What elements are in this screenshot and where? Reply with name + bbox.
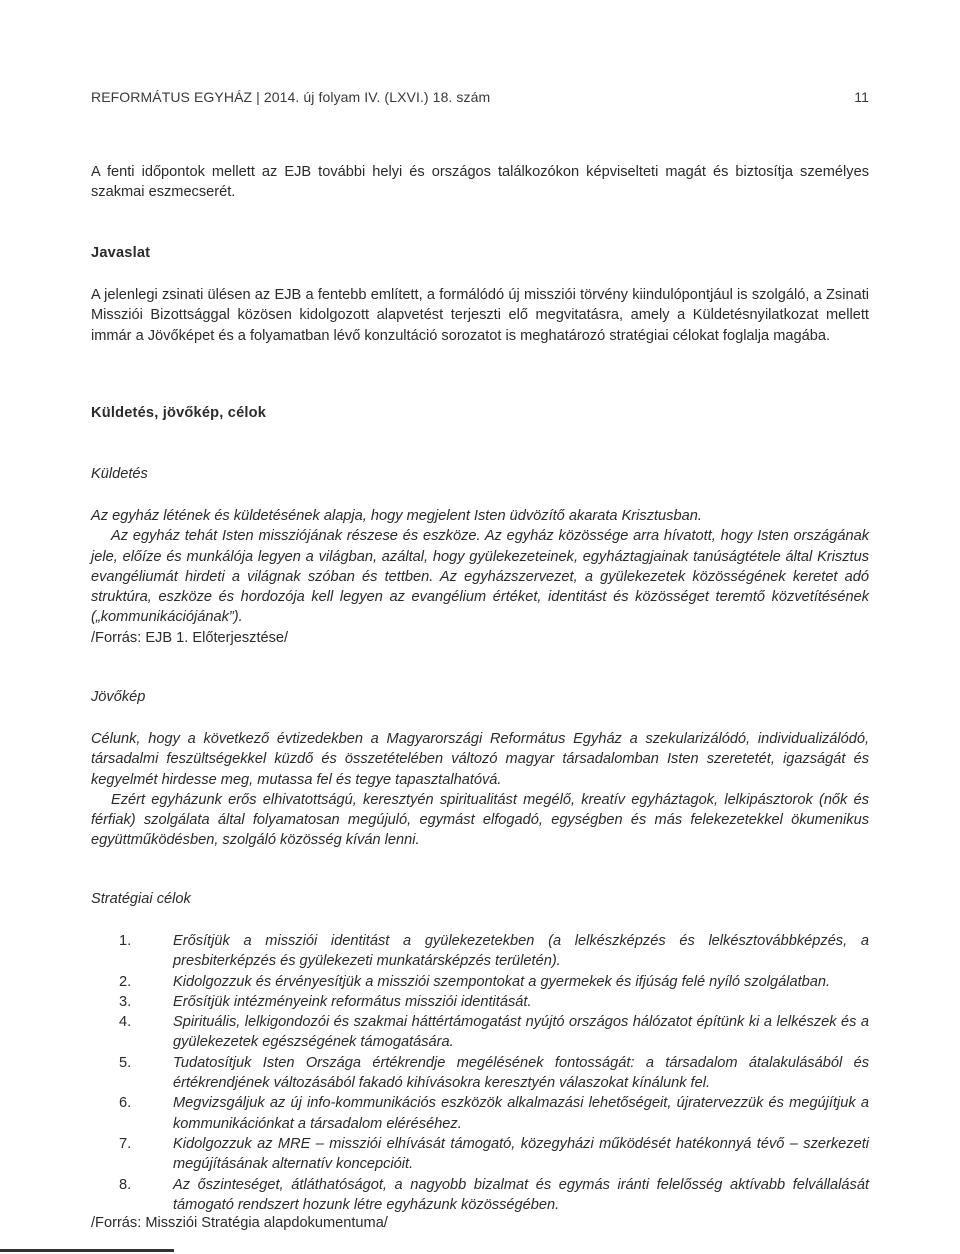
list-item-text: Spirituális, lelkigondozói és szakmai háttértámogatást nyújtó országos hálózatot építünk ki a lelkészek és a gyülekezetek egészségének támogatására.: [173, 1014, 869, 1051]
list-item: 7. Kidolgozzuk az MRE – missziói elhívását támogató, közegyházi működését hatékonnyá tévő – szerkezeti megújításának alternatív koncepcióit.: [119, 1135, 869, 1173]
list-item-text: Kidolgozzuk az MRE – missziói elhívását támogató, közegyházi működését hatékonnyá tévő – szerkezeti megújításának alternatív koncepcióit.: [173, 1135, 869, 1173]
kuldetes-heading: Küldetés: [91, 466, 148, 482]
jovokep-paragraph-1: Célunk, hogy a következő évtizedekben a Magyarországi Református Egyház a szekularizálódó, individualizálódó, társadalmi feszültségekkel küzdő és összetételében változó magyar társadalomban Isten szeretetét, igazságát és kegyelmét hirdesse meg, mutassa fel és tegye tapasztalhatóvá.: [91, 731, 869, 788]
running-title: REFORMÁTUS EGYHÁZ | 2014. új folyam IV. (LXVI.) 18. szám: [91, 89, 491, 105]
jovokep-heading: Jövőkép: [91, 689, 146, 705]
javaslat-paragraph: A jelenlegi zsinati ülésen az EJB a fentebb említett, a formálódó új missziói törvény kiindulópontjául is szolgáló, a Zsinati Missziói Bizottsággal közösen kidolgozott alapvetést terjeszti elő megvitatásra, amely a Küldetésnyilatkozat mellett immár a Jövőképet és a folyamatban lévő konzultáció sorozatot is meghatározó stratégiai célokat foglalja magába.: [91, 287, 869, 344]
list-item-text: Erősítjük intézményeink református missziói identitását.: [173, 993, 532, 1010]
kuldetes-source: /Forrás: EJB 1. Előterjesztése/: [91, 629, 289, 646]
jovokep-text: [91, 729, 869, 851]
jovokep-paragraph-2: Ezért egyházunk erős elhivatottságú, keresztyén spiritualitást megélő, kreatív egyháztagok, lelkipásztorok (nők és férfiak) szolgálata által folyamatosan megújuló, egymást elfogadó, egységben és más felekezetekkel ökumenikus együttműködésben, szolgáló közösség kíván lenni.: [91, 791, 869, 849]
list-item-text: Kidolgozzuk és érvényesítjük a missziói szempontokat a gyermekek és ifjúság felé nyíló szolgálatban.: [173, 973, 831, 990]
intro-paragraph: A fenti időpontok mellett az EJB további helyi és országos találkozókon képviselteti magát és biztosítja személyes szakmai eszmecserét.: [91, 164, 869, 201]
strategiai-heading: Stratégiai célok: [91, 891, 191, 907]
list-item: 4. Spirituális, lelkigondozói és szakmai háttértámogatást nyújtó országos hálózatot építünk ki a lelkészek és a gyülekezetek egészségének támogatására.: [119, 1014, 869, 1051]
list-item-text: Az őszinteséget, átláthatóságot, a nagyobb bizalmat és egymás iránti felelősség aktívabb felvállalását támogató rendszert hozunk létre egyházunk közösségében.: [173, 1176, 869, 1213]
strategic-goals-list: [91, 931, 869, 1215]
strategiai-source: /Forrás: Missziói Stratégia alapdokumentuma/: [91, 1215, 388, 1231]
list-item: 1. Erősítjük a missziói identitást a gyülekezetekben (a lelkészképzés és lelkésztovábbképzés, a presbiterképzés és gyülekezeti munkatársképzés területén).: [119, 933, 869, 970]
list-item: 6. Megvizsgáljuk az új info-kommunikációs eszközök alkalmazási lehetőségeit, újratervezzük és megújítjuk a kommunikációnkat a társadalom eléréséhez.: [119, 1095, 869, 1132]
list-item-text: Tudatosítjuk Isten Országa értékrendje megélésének fontosságát: a társadalom átalakulásából és értékrendjének változásából fakadó kihívásokra keresztyén válaszokat kínálunk fel.: [173, 1054, 869, 1092]
list-item: 5. Tudatosítjuk Isten Országa értékrendje megélésének fontosságát: a társadalom átalakulásából és értékrendjének változásából fakadó kihívásokra keresztyén válaszokat kínálunk fel.: [119, 1054, 869, 1092]
running-header: [91, 89, 869, 105]
kuldetes-paragraph-2: Az egyház tehát Isten missziójának részese és eszköze. Az egyház közössége arra hívatott, hogy Isten országának jele, előíze és munkálója legyen a világban, azáltal, hogy gyülekezeteinek, egyháztagjainak tanúságtétele által Krisztus evangéliumát hirdeti a világnak szóban és tettben. Az egyházszervezet, a gyülekezetek közösségének keretet adó struktúra, eszköze és hordozója kell legyen az evangélium értéket, identitást és közösséget teremtő közvetítésének („kommunikációjának”).: [91, 528, 869, 626]
kuldetes-text: [91, 506, 869, 648]
section-heading: Küldetés, jövőkép, célok: [91, 405, 267, 421]
list-item-text: Megvizsgáljuk az új info-kommunikációs eszközök alkalmazási lehetőségeit, újratervezzük és megújítjuk a kommunikációnkat a társadalom eléréséhez.: [173, 1095, 869, 1132]
kuldetes-paragraph-1: Az egyház létének és küldetésének alapja, hogy megjelent Isten üdvözítő akarata Krisztusban.: [91, 508, 702, 524]
javaslat-heading: Javaslat: [91, 245, 151, 261]
list-item: 8. Az őszinteséget, átláthatóságot, a nagyobb bizalmat és egymás iránti felelősség aktívabb felvállalását támogató rendszert hozunk létre egyházunk közösségében.: [119, 1176, 869, 1213]
footer-rule: [0, 1249, 174, 1252]
list-item: 3. Erősítjük intézményeink református missziói identitását.: [119, 993, 532, 1010]
list-item-text: Erősítjük a missziói identitást a gyülekezetekben (a lelkészképzés és lelkésztovábbképzés, a presbiterképzés és gyülekezeti munkatársképzés területén).: [173, 933, 869, 970]
list-item: 2. Kidolgozzuk és érvényesítjük a missziói szempontokat a gyermekek és ifjúság felé nyíló szolgálatban.: [119, 973, 831, 990]
page-number: 11: [854, 89, 869, 105]
